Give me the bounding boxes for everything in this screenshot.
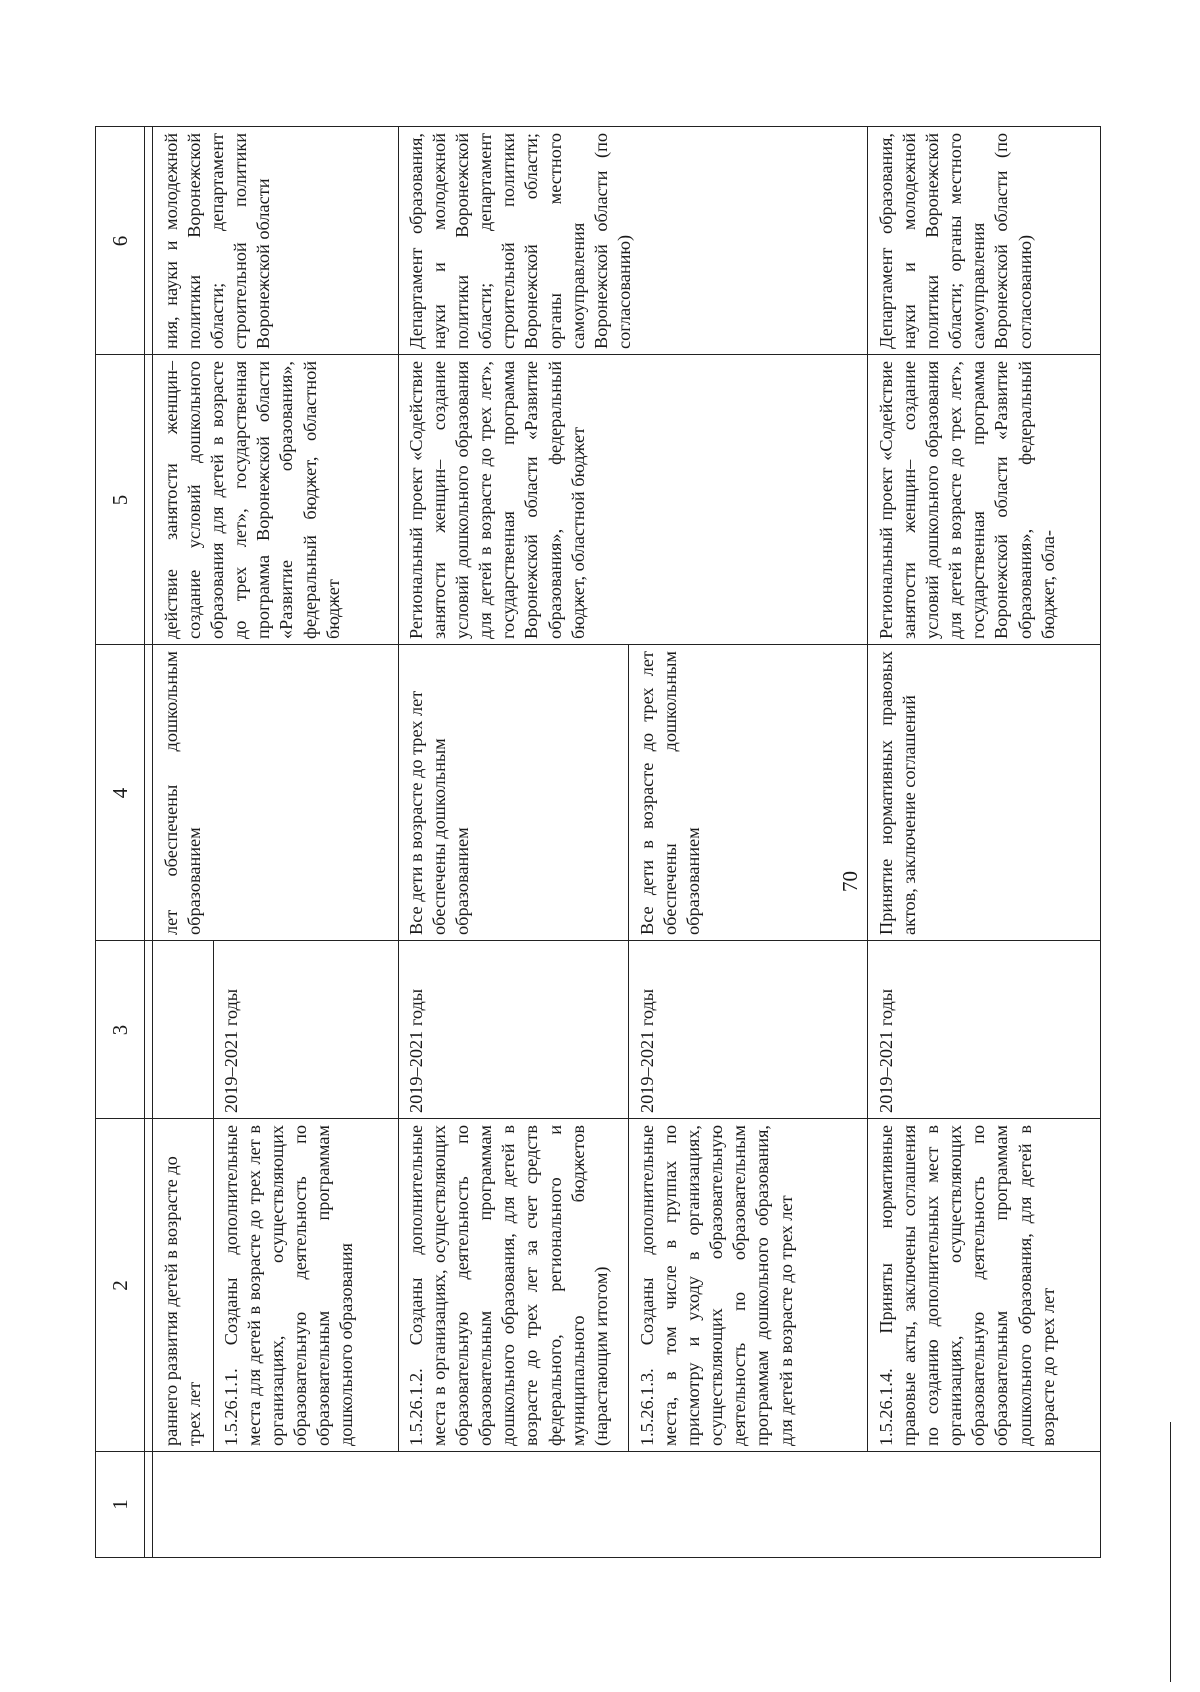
row5-col3: 2019–2021 годы (876, 988, 896, 1113)
row3-col5: Региональный проект «Содействие занятости женщин– создание условий дошкольного образования для детей в возрасте до трех лет», государственная программа Воронежской области «Развитие образования», федеральный бюджет, областной бюджет (406, 361, 588, 639)
row-divider (628, 645, 629, 1452)
row-divider (213, 941, 214, 1452)
header-col-6: 6 (107, 235, 132, 247)
row5-col2: 1.5.26.1.4. Приняты нормативные правовые акты, заключены соглашения по созданию дополнительных мест в организациях, осуществляющих образовательную деятельность по образовательным программам дошкольного образования, для детей в возрасте до трех лет (876, 1125, 1058, 1446)
row2-col2: 1.5.26.1.1. Созданы дополнительные места для детей в возрасте до трех лет в организациях, осуществляющих образовательную деятельность по образовательным программам дошкольного образования (221, 1125, 357, 1446)
row1-col6: ния, науки и молодежной политики Воронежской области; департамент строительной политики Воронежской области (161, 133, 274, 349)
row3-col3: 2019–2021 годы (406, 988, 426, 1113)
header-col-3: 3 (107, 1024, 132, 1036)
row5-col5: Региональный проект «Содействие занятости женщин– создание условий дошкольного образования для детей в возрасте до трех лет», государственная программа Воронежской области «Развитие образования», федеральный бюджет, обла- (876, 361, 1058, 639)
row1-col2: раннего развития детей в возрасте до трех лет (161, 1156, 205, 1446)
row5-col4: Принятие нормативных правовых актов, заключение соглашений (876, 651, 920, 935)
row3-col4: Все дети в возрасте до трех лет обеспечены дошкольным образованием (406, 690, 473, 935)
col-divider (152, 940, 398, 941)
row3-col6: Департамент образования, науки и молодежной политики Воронежской области; департамент строительной политики Воронежской области; органы местного самоуправления Воронежской области (по согласованию) (406, 133, 634, 349)
row-divider (867, 127, 868, 1452)
row5-col6: Департамент образования, науки и молодежной политики Воронежской области; органы местного самоуправления Воронежской области (по согласованию) (876, 133, 1035, 349)
page-number: 70 (838, 871, 862, 892)
row1-col5: действие занятости женщин– создание условий дошкольного образования для детей в возрасте до трех лет», государственная программа Воронежской области «Развитие образования», федеральный бюджет, областной бюджет (161, 361, 343, 639)
header-col-2: 2 (107, 1280, 132, 1291)
footnote-rule (1170, 1422, 1171, 1682)
row4-col4: Все дети в возрасте до трех лет обеспечены дошкольным образованием (637, 651, 704, 935)
row3-col2: 1.5.26.1.2. Созданы дополнительные места в организациях, осуществляющих образовательную деятельность по образовательным программам дошкольного образования, для детей в возрасте до трех лет за счет средств федерального, регионального и муниципального бюджетов (нарастающим итогом) (406, 1125, 611, 1446)
table-header (96, 127, 145, 1557)
row2-col3: 2019–2021 годы (221, 988, 241, 1113)
header-col-1: 1 (107, 1499, 132, 1510)
row4-col3: 2019–2021 годы (637, 988, 657, 1113)
header-col-4: 4 (107, 787, 132, 799)
header-double-rule (152, 127, 153, 1557)
row1-col4: лет обеспечены дошкольным образованием (161, 651, 205, 935)
row-divider (398, 127, 399, 1452)
row4-col2: 1.5.26.1.3. Созданы дополнительные места, в том числе в группах по присмотру и уходу в организациях, осуществляющих образовательную деятельность по образовательным программам дошкольного образования, для детей в возрасте до трех лет (637, 1125, 796, 1446)
document-table (95, 126, 1101, 1558)
header-col-5: 5 (107, 494, 132, 506)
